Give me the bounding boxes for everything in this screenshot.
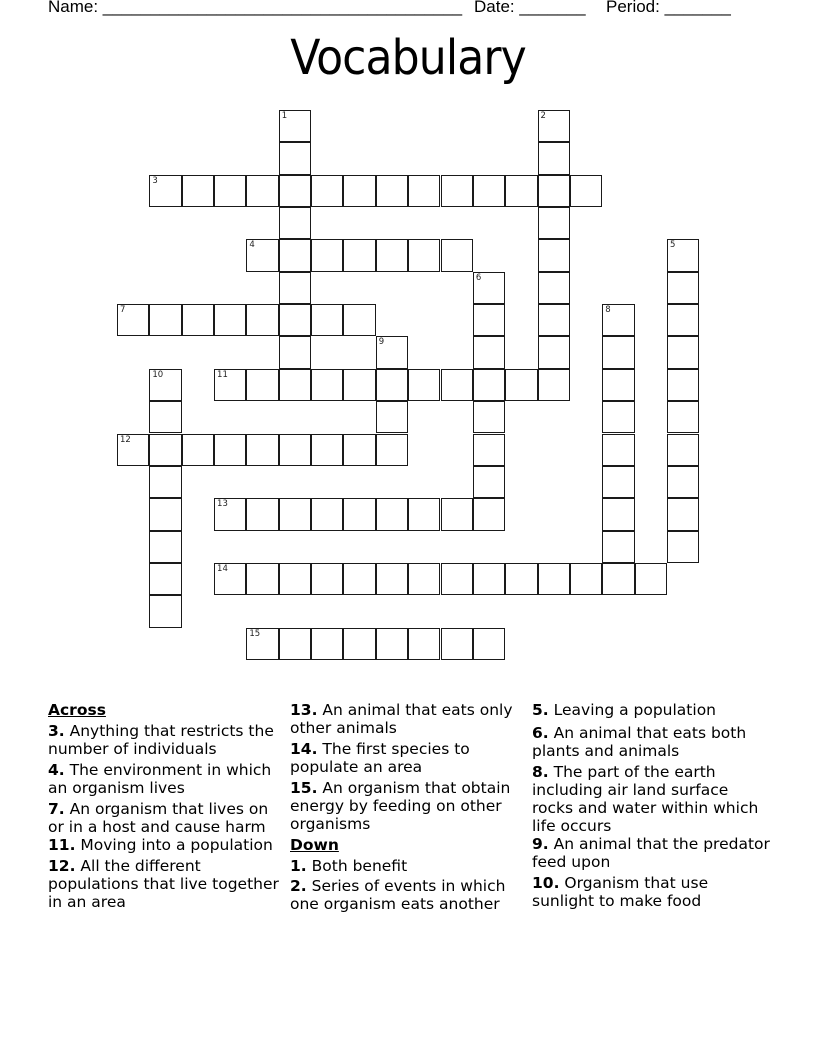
crossword-cell[interactable]: [246, 498, 278, 530]
crossword-cell[interactable]: [214, 369, 246, 401]
clue-number: 2: [540, 111, 546, 121]
crossword-cell[interactable]: [311, 628, 343, 660]
crossword-cell[interactable]: [602, 434, 634, 466]
crossword-cell[interactable]: [538, 110, 570, 142]
crossword-cell[interactable]: [279, 336, 311, 368]
crossword-cell[interactable]: [538, 175, 570, 207]
crossword-cell[interactable]: [149, 595, 181, 627]
clue-across-3: 3. Anything that restricts the number of individuals: [48, 722, 274, 758]
crossword-cell[interactable]: [149, 175, 181, 207]
crossword-cell[interactable]: [279, 142, 311, 174]
crossword-cell[interactable]: [149, 401, 181, 433]
clue-across-12: 12. All the different populations that live together in an area: [48, 857, 279, 911]
clue-number: 1: [281, 111, 288, 121]
crossword-cell[interactable]: [408, 369, 440, 401]
crossword-cell[interactable]: [635, 563, 667, 595]
crossword-cell[interactable]: [246, 239, 278, 271]
crossword-cell[interactable]: [343, 304, 375, 336]
crossword-cell[interactable]: [311, 498, 343, 530]
crossword-cell[interactable]: [343, 563, 375, 595]
crossword-cell[interactable]: [473, 336, 505, 368]
crossword-cell[interactable]: [279, 434, 311, 466]
crossword-cell[interactable]: [408, 239, 440, 271]
crossword-cell[interactable]: [473, 272, 505, 304]
crossword-cell[interactable]: [376, 401, 408, 433]
crossword-cell[interactable]: [538, 239, 570, 271]
crossword-cell[interactable]: [149, 466, 181, 498]
crossword-cell[interactable]: [473, 628, 505, 660]
crossword-cell[interactable]: [214, 498, 246, 530]
crossword-cell[interactable]: [182, 175, 214, 207]
crossword-cell[interactable]: [311, 434, 343, 466]
crossword-cell[interactable]: [473, 401, 505, 433]
crossword-cell[interactable]: [602, 563, 634, 595]
crossword-cell[interactable]: [538, 563, 570, 595]
crossword-cell[interactable]: [441, 369, 473, 401]
crossword-cell[interactable]: [538, 272, 570, 304]
crossword-cell[interactable]: [538, 369, 570, 401]
crossword-cell[interactable]: [279, 563, 311, 595]
clue-down-6: 6. An animal that eats both plants and animals: [532, 724, 747, 760]
crossword-cell[interactable]: [538, 207, 570, 239]
crossword-cell[interactable]: [311, 304, 343, 336]
crossword-cell[interactable]: [667, 304, 699, 336]
crossword-cell[interactable]: [408, 563, 440, 595]
crossword-cell[interactable]: [473, 175, 505, 207]
crossword-cell[interactable]: [602, 401, 634, 433]
crossword-cell[interactable]: [538, 142, 570, 174]
crossword-cell[interactable]: [602, 304, 634, 336]
crossword-cell[interactable]: [408, 498, 440, 530]
crossword-cell[interactable]: [311, 175, 343, 207]
crossword-cell[interactable]: [441, 175, 473, 207]
date-field[interactable]: Date: _______: [474, 0, 586, 16]
clue-down-8: 8. The part of the earth including air land surface rocks and water within which life occurs: [532, 763, 759, 835]
crossword-cell[interactable]: [214, 563, 246, 595]
crossword-cell[interactable]: [441, 498, 473, 530]
crossword-cell[interactable]: [279, 628, 311, 660]
clue-down-10: 10. Organism that use sunlight to make food: [532, 874, 709, 910]
clue-number: 10: [152, 369, 164, 380]
crossword-cell[interactable]: [279, 272, 311, 304]
crossword-cell[interactable]: [570, 175, 602, 207]
clue-number: 13: [217, 499, 228, 510]
clue-number: 5: [669, 240, 676, 251]
crossword-cell[interactable]: [667, 272, 699, 304]
crossword-cell[interactable]: [408, 628, 440, 660]
crossword-cell[interactable]: [149, 369, 181, 401]
crossword-cell[interactable]: [376, 498, 408, 530]
crossword-cell[interactable]: [246, 563, 278, 595]
crossword-cell[interactable]: [376, 563, 408, 595]
crossword-cell[interactable]: [473, 498, 505, 530]
clue-across-13: 13. An animal that eats only other animals: [290, 701, 513, 737]
crossword-cell[interactable]: [343, 434, 375, 466]
clue-column-1: [48, 701, 288, 914]
clue-across-11: 11. Moving into a population: [48, 836, 273, 854]
crossword-cell[interactable]: [279, 175, 311, 207]
crossword-cell[interactable]: [149, 531, 181, 563]
crossword-cell[interactable]: [505, 175, 537, 207]
crossword-cell[interactable]: [473, 304, 505, 336]
crossword-cell[interactable]: [214, 175, 246, 207]
crossword-cell[interactable]: [311, 239, 343, 271]
name-field[interactable]: Name: ______________________________________: [48, 0, 463, 16]
clue-column-2: [290, 701, 530, 916]
crossword-cell[interactable]: [602, 531, 634, 563]
crossword-cell[interactable]: [279, 304, 311, 336]
crossword-cell[interactable]: [667, 369, 699, 401]
crossword-cell[interactable]: [149, 563, 181, 595]
crossword-cell[interactable]: [602, 336, 634, 368]
crossword-cell[interactable]: [473, 369, 505, 401]
crossword-cell[interactable]: [376, 239, 408, 271]
crossword-cell[interactable]: [246, 369, 278, 401]
crossword-cell[interactable]: [149, 498, 181, 530]
page-title: Vocabulary: [290, 30, 526, 86]
crossword-cell[interactable]: [182, 304, 214, 336]
clue-across-15: 15. An organism that obtain energy by feeding on other organisms: [290, 779, 511, 833]
clue-number: 15: [249, 628, 261, 639]
crossword-cell[interactable]: [667, 466, 699, 498]
crossword-cell[interactable]: [441, 239, 473, 271]
crossword-cell[interactable]: [505, 369, 537, 401]
crossword-cell[interactable]: [279, 239, 311, 271]
period-field[interactable]: Period: _______: [606, 0, 731, 16]
crossword-cell[interactable]: [376, 369, 408, 401]
crossword-cell[interactable]: [408, 175, 440, 207]
crossword-cell[interactable]: [602, 466, 634, 498]
crossword-cell[interactable]: [311, 369, 343, 401]
crossword-cell[interactable]: [279, 110, 311, 142]
crossword-cell[interactable]: [667, 336, 699, 368]
clue-across-14: 14. The first species to populate an area: [290, 740, 470, 776]
clue-number: 3: [152, 175, 158, 186]
down-heading: Down: [290, 836, 339, 854]
crossword-cell[interactable]: [667, 239, 699, 271]
crossword-cell[interactable]: [667, 434, 699, 466]
crossword-cell[interactable]: [667, 531, 699, 563]
crossword-cell[interactable]: [473, 466, 505, 498]
clue-number: 6: [475, 272, 482, 283]
crossword-cell[interactable]: [505, 563, 537, 595]
crossword-cell[interactable]: [376, 175, 408, 207]
crossword-cell[interactable]: [441, 563, 473, 595]
crossword-cell[interactable]: [343, 239, 375, 271]
crossword-cell[interactable]: [343, 369, 375, 401]
crossword-cell[interactable]: [441, 628, 473, 660]
clue-across-7: 7. An organism that lives on or in a host and cause harm: [48, 800, 269, 836]
clue-down-1: 1. Both benefit: [290, 857, 408, 875]
clue-across-4: 4. The environment in which an organism lives: [48, 761, 272, 797]
crossword-cell[interactable]: [538, 336, 570, 368]
crossword-cell[interactable]: [311, 563, 343, 595]
clue-number: 7: [120, 305, 126, 316]
crossword-cell[interactable]: [343, 628, 375, 660]
crossword-cell[interactable]: [279, 369, 311, 401]
crossword-cell[interactable]: [376, 336, 408, 368]
crossword-cell[interactable]: [246, 304, 278, 336]
crossword-cell[interactable]: [117, 304, 149, 336]
crossword-cell[interactable]: [343, 498, 375, 530]
across-heading: Across: [48, 701, 106, 719]
crossword-cell[interactable]: [538, 304, 570, 336]
clue-column-3: [532, 701, 772, 913]
crossword-cell[interactable]: [182, 434, 214, 466]
crossword-cell[interactable]: [149, 434, 181, 466]
crossword-cell[interactable]: [246, 175, 278, 207]
clue-number: 14: [217, 563, 228, 574]
crossword-cell[interactable]: [602, 369, 634, 401]
crossword-cell[interactable]: [667, 401, 699, 433]
clue-down-5: 5. Leaving a population: [532, 701, 716, 719]
crossword-cell[interactable]: [149, 304, 181, 336]
clue-number: 4: [249, 240, 255, 251]
crossword-cell[interactable]: [473, 563, 505, 595]
crossword-cell[interactable]: [570, 563, 602, 595]
crossword-cell[interactable]: [343, 175, 375, 207]
clue-number: 9: [378, 337, 385, 348]
crossword-cell[interactable]: [214, 434, 246, 466]
crossword-cell[interactable]: [246, 434, 278, 466]
crossword-cell[interactable]: [279, 498, 311, 530]
crossword-cell[interactable]: [376, 628, 408, 660]
crossword-cell[interactable]: [246, 628, 278, 660]
clue-number: 8: [605, 305, 611, 316]
crossword-cell[interactable]: [117, 434, 149, 466]
crossword-cell[interactable]: [602, 498, 634, 530]
crossword-cell[interactable]: [214, 304, 246, 336]
clue-number: 12: [120, 434, 131, 445]
crossword-cell[interactable]: [473, 434, 505, 466]
crossword-cell[interactable]: [667, 498, 699, 530]
clue-number: 11: [217, 369, 228, 380]
crossword-cell[interactable]: [376, 434, 408, 466]
clue-down-9: 9. An animal that the predator feed upon: [532, 835, 770, 871]
clue-down-2: 2. Series of events in which one organism eats another: [290, 877, 506, 913]
crossword-cell[interactable]: [279, 207, 311, 239]
